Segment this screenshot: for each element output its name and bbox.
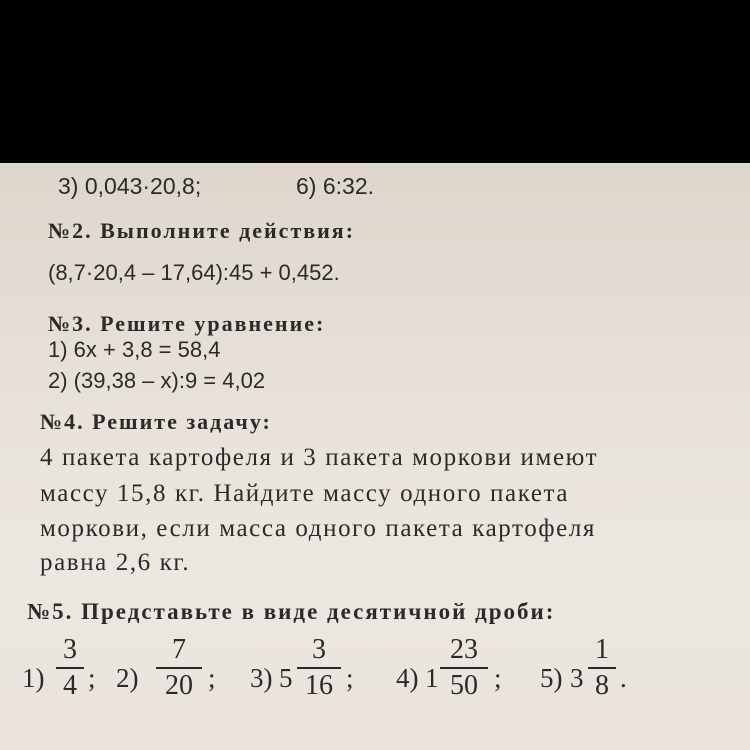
fraction-denominator: 50 — [450, 669, 478, 701]
task5-item-2-label: 2) — [116, 663, 139, 693]
task5-item-1-fraction — [56, 635, 84, 701]
task5-item-2-separator: ; — [208, 663, 216, 693]
fraction-numerator: 7 — [172, 634, 186, 665]
fraction-numerator: 1 — [595, 634, 609, 665]
fraction-denominator: 8 — [595, 669, 609, 701]
fraction-bar — [156, 667, 202, 669]
fraction-denominator: 20 — [165, 669, 193, 701]
task3-heading: №3. Решите уравнение: — [48, 311, 326, 336]
task2-expression: (8,7·20,4 – 17,64):45 + 0,452. — [48, 260, 340, 285]
task2-heading: №2. Выполните действия: — [48, 218, 356, 243]
fraction-bar — [440, 667, 488, 669]
task4-line-4: равна 2,6 кг. — [40, 549, 191, 576]
task4-line-1: 4 пакета картофеля и 3 пакета моркови имеют — [40, 444, 599, 471]
fraction-numerator: 3 — [63, 634, 77, 665]
fraction-numerator: 23 — [450, 634, 478, 665]
fraction-denominator: 16 — [305, 669, 333, 701]
task5-item-4-whole: 1 — [425, 663, 439, 693]
task5-item-3-label: 3) — [250, 663, 273, 693]
textbook-page — [0, 163, 750, 750]
task5-item-5-label: 5) — [540, 663, 563, 693]
task5-item-5-separator: . — [620, 663, 627, 693]
task5-item-3-separator: ; — [346, 663, 354, 693]
task5-item-3-fraction — [297, 635, 341, 701]
task5-heading: №5. Представьте в виде десятичной дроби: — [27, 599, 556, 624]
fraction-denominator: 4 — [63, 669, 77, 701]
task4-heading: №4. Решите задачу: — [40, 409, 272, 434]
task5-item-1-label: 1) — [22, 663, 45, 693]
task4-line-3: моркови, если масса одного пакета картофеля — [40, 515, 597, 542]
task5-item-3-whole: 5 — [279, 663, 293, 693]
task4-line-2: массу 15,8 кг. Найдите массу одного пакета — [40, 480, 570, 507]
exercise-item-3: 3) 0,043·20,8; — [58, 173, 202, 199]
exercise-item-6: 6) 6:32. — [296, 173, 374, 199]
task5-item-2-fraction — [156, 635, 202, 701]
task5-item-1-separator: ; — [88, 663, 96, 693]
fraction-bar — [588, 667, 616, 669]
fraction-numerator: 3 — [312, 634, 326, 665]
task5-item-5-fraction — [588, 635, 616, 701]
fraction-bar — [56, 667, 84, 669]
task5-item-4-separator: ; — [494, 663, 502, 693]
task3-equation-1: 1) 6x + 3,8 = 58,4 — [48, 337, 221, 362]
task3-equation-2: 2) (39,38 – x):9 = 4,02 — [48, 368, 266, 393]
task5-item-5-whole: 3 — [570, 663, 584, 693]
fraction-bar — [297, 667, 341, 669]
task5-item-4-label: 4) — [396, 663, 419, 693]
task5-item-4-fraction — [440, 635, 488, 701]
